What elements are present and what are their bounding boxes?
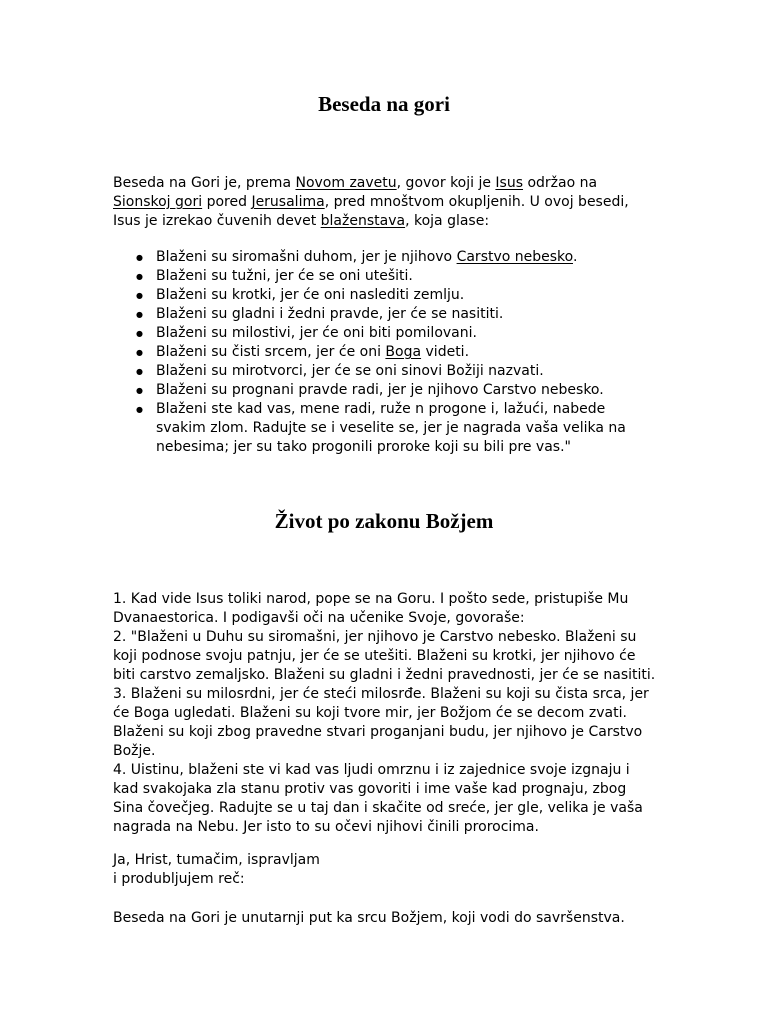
closing-line-1: Ja, Hrist, tumačim, ispravljam (113, 852, 320, 868)
text-run: Blaženi su milostivi, jer će oni biti pomilovani. (156, 325, 477, 341)
beatitudes-list (136, 248, 656, 457)
text-run: videti. (421, 344, 470, 360)
verse: 1. Kad vide Isus toliki narod, pope se na Goru. I pošto sede, pristupiše Mu Dvanaestorica. I podigavši oči na učenike Svoje, govoraše: (113, 591, 629, 626)
list-item (136, 267, 656, 286)
list-item (136, 362, 656, 381)
text-run: održao na (523, 175, 598, 191)
text-run: Blaženi su mirotvorci, jer će se oni sinovi Božiji nazvati. (156, 363, 544, 379)
section-title: Život po zakonu Božjem (274, 509, 494, 533)
page-title: Beseda na gori (318, 92, 450, 116)
sionska-gora-link[interactable]: Sionskoj gori (113, 194, 203, 210)
list-item (136, 381, 656, 400)
text-run: . (572, 249, 578, 265)
list-item (136, 286, 656, 305)
closing-sentence: Beseda na Gori je unutarnji put ka srcu Božjem, koji vodi do savršenstva. (113, 910, 625, 926)
closing-lines (113, 851, 658, 889)
verses-paragraph (113, 590, 658, 837)
text-run: Blaženi su gladni i žedni pravde, jer će se nasititi. (156, 306, 504, 322)
text-run: Blaženi su čisti srcem, jer će oni (156, 344, 386, 360)
closing-line-2: i produbljujem reč: (113, 871, 245, 887)
text-run: , pred mnoštvom okupljenih. U ovoj besedi, Isus je izrekao čuvenih devet (113, 194, 629, 229)
boga-link[interactable]: Boga (385, 344, 422, 360)
list-item (136, 400, 656, 457)
verse: 2. "Blaženi u Duhu su siromašni, jer njihovo je Carstvo nebesko. Blaženi su koji podnose svoju patnju, jer će se utešiti. Blaženi su krotki, jer njihovo će biti carstvo zemaljsko. Blaženi su gladni i žedni pravednosti, jer će se nasititi. (113, 629, 656, 683)
text-run: Blaženi su siromašni duhom, jer je njihovo (156, 249, 457, 265)
text-run: pored (202, 194, 252, 210)
text-run: Blaženi ste kad vas, mene radi, ruže n progone i, lažući, nabede svakim zlom. Radujte se i veselite se, jer je nagrada vaša velika na nebesima; jer su tako progonili proroke koji su bili pre vas." (156, 401, 626, 455)
isus-link[interactable]: Isus (495, 175, 524, 191)
jerusalim-link[interactable]: Jerusalima (251, 194, 325, 210)
intro-paragraph (113, 174, 658, 231)
text-run: , koja glase: (405, 213, 490, 229)
carstvo-nebesko-link[interactable]: Carstvo nebesko (456, 249, 573, 265)
list-item (136, 248, 656, 267)
text-run: Blaženi su krotki, jer će oni naslediti zemlju. (156, 287, 465, 303)
verse: 4. Uistinu, blaženi ste vi kad vas ljudi omrznu i iz zajednice svoje izgnaju i kad svakojaka zla stanu protiv vas govoriti i ime vaše kad prognaju, zbog Sina čovečjeg. Radujte se u taj dan i skačite od sreće, jer gle, velika je vaša nagrada na Nebu. Jer isto to su očevi njihovi činili prorocima. (113, 762, 643, 835)
blazenstva-link[interactable]: blaženstava (320, 213, 406, 229)
verse: 3. Blaženi su milosrdni, jer će steći milosrđe. Blaženi su koji su čista srca, jer će Boga ugledati. Blaženi su koji tvore mir, jer Božjom će se decom zvati. Blaženi su koji zbog pravedne stvari proganjani budu, jer njihovo je Carstvo Božje. (113, 686, 649, 759)
list-item (136, 324, 656, 343)
text-run: Beseda na Gori je, prema (113, 175, 296, 191)
list-item (136, 305, 656, 324)
list-item (136, 343, 656, 362)
text-run: Blaženi su prognani pravde radi, jer je njihovo Carstvo nebesko. (156, 382, 604, 398)
text-run: , govor koji je (396, 175, 496, 191)
novi-zavet-link[interactable]: Novom zavetu (295, 175, 397, 191)
text-run: Blaženi su tužni, jer će se oni utešiti. (156, 268, 413, 284)
